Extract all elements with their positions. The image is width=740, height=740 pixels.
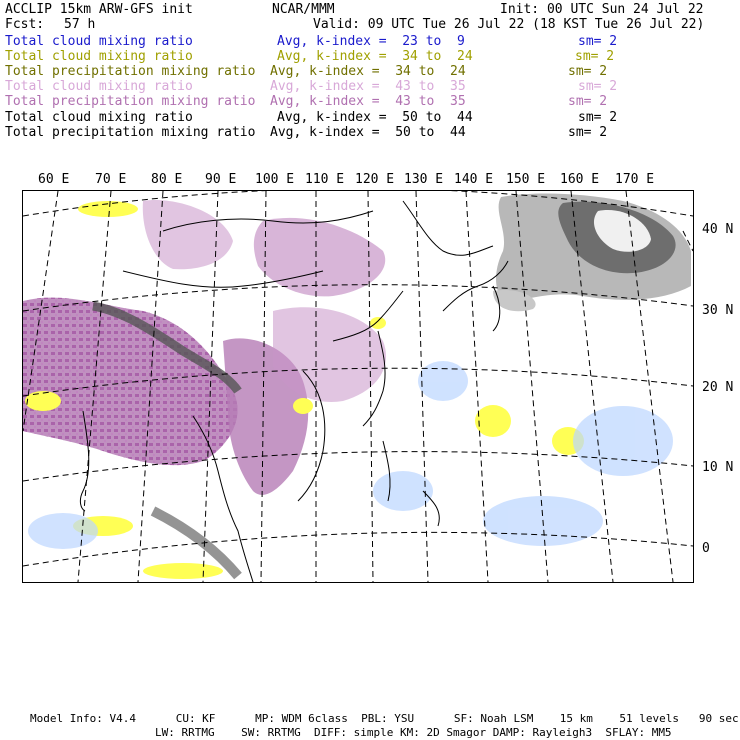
lon-label: 130 E	[404, 172, 444, 187]
plot-title: ACCLIP 15km ARW-GFS init	[5, 2, 193, 17]
field-name: Total cloud mixing ratio	[5, 34, 193, 49]
field-desc: Avg, k-index = 50 to 44	[277, 110, 473, 125]
field-smooth: sm= 2	[568, 125, 608, 140]
model-info-line1: Model Info: V4.4 CU: KF MP: WDM 6class PBL: YSU SF: Noah LSM 15 km 51 levels 90 sec	[30, 712, 739, 725]
purple-cloud-regions	[23, 200, 386, 495]
field-name: Total cloud mixing ratio	[5, 79, 193, 94]
field-smooth: sm= 2	[578, 79, 618, 94]
field-name: Total precipitation mixing ratio	[5, 94, 256, 109]
field-name: Total precipitation mixing ratio	[5, 64, 256, 79]
field-smooth: sm= 2	[578, 34, 618, 49]
lon-label: 150 E	[506, 172, 546, 187]
model-info-line2: LW: RRTMG SW: RRTMG DIFF: simple KM: 2D Smagor DAMP: Rayleigh3 SFLAY: MM5	[155, 726, 672, 739]
field-desc: Avg, k-index = 34 to 24	[270, 64, 466, 79]
field-smooth: sm= 2	[568, 64, 608, 79]
field-desc: Avg, k-index = 43 to 35	[270, 79, 466, 94]
lat-label: 30 N	[702, 303, 734, 318]
map-graphic	[23, 191, 693, 582]
lon-label: 170 E	[615, 172, 655, 187]
model-center: NCAR/MMM	[272, 2, 335, 17]
init-time: Init: 00 UTC Sun 24 Jul 22	[500, 2, 704, 17]
field-name: Total cloud mixing ratio	[5, 110, 193, 125]
lat-label: 40 N	[702, 222, 734, 237]
lon-label: 140 E	[454, 172, 494, 187]
lon-label: 60 E	[38, 172, 70, 187]
lon-label: 80 E	[151, 172, 183, 187]
lon-label: 110 E	[305, 172, 345, 187]
map-panel	[22, 190, 694, 583]
lon-label: 90 E	[205, 172, 237, 187]
field-desc: Avg, k-index = 34 to 24	[277, 49, 473, 64]
field-desc: Avg, k-index = 50 to 44	[270, 125, 466, 140]
field-smooth: sm= 2	[568, 94, 608, 109]
lon-label: 100 E	[255, 172, 295, 187]
lat-label: 0	[702, 541, 710, 556]
forecast-label: Fcst:	[5, 17, 45, 32]
lon-label: 120 E	[355, 172, 395, 187]
lat-label: 20 N	[702, 380, 734, 395]
field-name: Total precipitation mixing ratio	[5, 125, 256, 140]
forecast-hours: 57 h	[64, 17, 96, 32]
field-smooth: sm= 2	[575, 49, 615, 64]
field-desc: Avg, k-index = 43 to 35	[270, 94, 466, 109]
lon-label: 160 E	[560, 172, 600, 187]
field-desc: Avg, k-index = 23 to 9	[277, 34, 465, 49]
lon-label: 70 E	[95, 172, 127, 187]
valid-time: Valid: 09 UTC Tue 26 Jul 22 (18 KST Tue 26 Jul 22)	[313, 17, 705, 32]
field-name: Total cloud mixing ratio	[5, 49, 193, 64]
lat-label: 10 N	[702, 460, 734, 475]
field-smooth: sm= 2	[578, 110, 618, 125]
